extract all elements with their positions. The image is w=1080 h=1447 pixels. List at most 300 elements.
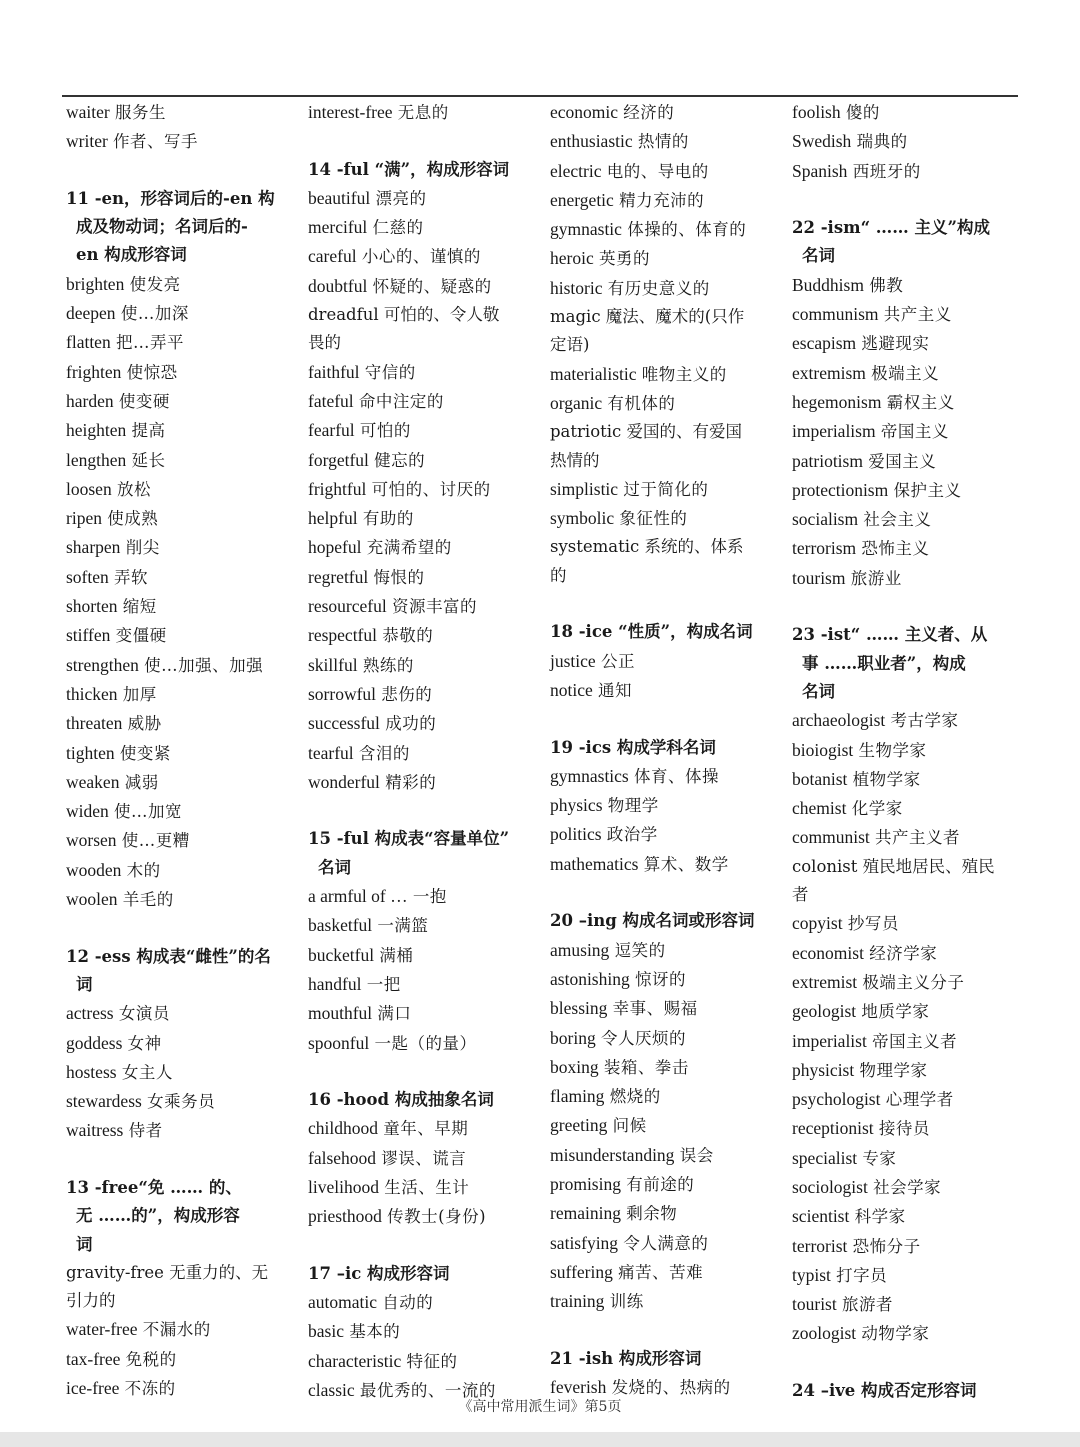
vocab-word: woolen xyxy=(66,889,118,910)
vocab-meaning: 公正 xyxy=(600,651,635,671)
vocab-meaning: 使…加宽 xyxy=(114,802,183,822)
vocab-meaning: 霸权主义 xyxy=(886,392,955,412)
vocab-word: simplistic xyxy=(550,478,619,499)
vocab-word: characteristic xyxy=(308,1350,402,1371)
vocab-word: geologist xyxy=(792,1001,857,1022)
vocab-entry xyxy=(308,970,536,999)
vocab-word: thicken xyxy=(66,683,118,704)
vocab-entry xyxy=(66,299,294,328)
vocab-word: astonishing xyxy=(550,968,630,989)
vocab-word: soften xyxy=(66,566,109,587)
vocab-meaning: 训练 xyxy=(609,1292,644,1312)
vocab-word: psychologist xyxy=(792,1089,881,1110)
vocab-entry xyxy=(792,706,1020,735)
vocab-entry xyxy=(66,709,294,738)
vocab-meaning: 延长 xyxy=(131,450,166,470)
vocab-meaning: 唯物主义的 xyxy=(641,364,727,384)
vocab-entry-line: 畏的 xyxy=(308,333,341,353)
vocab-meaning: 女神 xyxy=(127,1033,162,1053)
section-heading-line: 23 -ist“ …… 主义者、从 xyxy=(792,625,988,645)
vocab-entry xyxy=(550,274,778,303)
vocab-meaning: 削尖 xyxy=(125,538,160,558)
vocab-entry-line: dreadful 可怕的、令人敬 xyxy=(308,305,500,325)
vocab-meaning: 有助的 xyxy=(362,509,414,529)
vocab-meaning: 考古学家 xyxy=(890,711,959,731)
vocab-entry xyxy=(308,1202,536,1231)
vocab-entry xyxy=(550,994,778,1023)
vocab-entry xyxy=(66,1116,294,1145)
vocab-entry xyxy=(308,739,536,768)
vocab-entry xyxy=(66,127,294,156)
vocab-entry xyxy=(550,215,778,244)
section-heading xyxy=(792,214,1020,271)
vocab-meaning: 羊毛的 xyxy=(122,890,174,910)
vocab-meaning: 使成熟 xyxy=(107,509,159,529)
vocab-word: extremism xyxy=(792,362,866,383)
vocab-word: loosen xyxy=(66,478,112,499)
vocab-word: tearful xyxy=(308,742,354,763)
vocab-word: respectful xyxy=(308,625,377,646)
vocab-word: ice-free xyxy=(66,1378,120,1399)
section-heading-line: 名词 xyxy=(802,246,835,266)
section-heading xyxy=(308,1086,536,1114)
vocab-meaning: 使发亮 xyxy=(129,274,181,294)
vocab-word: satisfying xyxy=(550,1232,619,1253)
vocab-word: imperialist xyxy=(792,1030,867,1051)
vocab-meaning: 幸事、赐福 xyxy=(612,999,698,1019)
vocab-entry xyxy=(66,98,294,127)
vocab-entry xyxy=(66,1029,294,1058)
vocab-entry xyxy=(66,387,294,416)
vocab-meaning: 共产主义者 xyxy=(875,828,961,848)
vocab-word: childhood xyxy=(308,1118,378,1139)
vocab-meaning: 逗笑的 xyxy=(614,940,666,960)
vocab-entry xyxy=(550,1141,778,1170)
vocab-word: typist xyxy=(792,1264,831,1285)
vocab-entry xyxy=(308,98,536,127)
vocab-entry xyxy=(550,850,778,879)
vocab-entry xyxy=(66,651,294,680)
vocab-meaning: 英勇的 xyxy=(598,249,650,269)
vocab-entry xyxy=(66,768,294,797)
vocab-entry xyxy=(66,328,294,357)
vocab-entry-line: patriotic 爱国的、有爱国 xyxy=(550,422,743,442)
vocab-word: regretful xyxy=(308,566,369,587)
vocab-word: classic xyxy=(308,1380,355,1401)
vocab-meaning: 打字员 xyxy=(836,1265,888,1285)
vocab-word: remaining xyxy=(550,1203,621,1224)
vocab-entry xyxy=(792,157,1020,186)
vocab-word: boring xyxy=(550,1027,596,1048)
vocab-meaning: 专家 xyxy=(862,1148,897,1168)
vocab-word: materialistic xyxy=(550,363,637,384)
vocab-meaning: 燃烧的 xyxy=(609,1087,661,1107)
vocab-word: spoonful xyxy=(308,1032,370,1053)
section-heading xyxy=(550,907,778,935)
vocab-entry xyxy=(792,476,1020,505)
section-heading-line: 无 ……的”，构成形容 xyxy=(76,1206,240,1226)
vocab-word: symbolic xyxy=(550,508,615,529)
vocab-word: hopeful xyxy=(308,537,362,558)
vocab-meaning: 接待员 xyxy=(878,1119,930,1139)
vocab-entry xyxy=(66,797,294,826)
section-heading-line: 22 -ism“ …… 主义”构成 xyxy=(792,218,991,238)
vocab-entry xyxy=(308,882,536,911)
vocab-word: scientist xyxy=(792,1206,850,1227)
vocab-entry xyxy=(550,475,778,504)
vocab-entry xyxy=(308,1288,536,1317)
vocab-meaning: 化学家 xyxy=(851,799,903,819)
vocab-word: writer xyxy=(66,131,108,152)
vocab-meaning: 小心的、谨慎的 xyxy=(361,247,481,267)
vocab-meaning: 抄写员 xyxy=(847,914,899,934)
vocab-entry xyxy=(66,826,294,855)
vocab-word: worsen xyxy=(66,830,117,851)
section-heading-line: 15 -ful 构成表“容量单位” xyxy=(308,829,510,849)
vocab-meaning: 佛教 xyxy=(869,275,904,295)
vocab-word: politics xyxy=(550,824,602,845)
vocab-meaning: 体育、体操 xyxy=(634,766,719,786)
vocab-meaning: 悲伤的 xyxy=(381,684,433,704)
vocab-word: zoologist xyxy=(792,1323,857,1344)
vocab-meaning: 使…更糟 xyxy=(121,831,190,851)
vocab-word: water-free xyxy=(66,1319,138,1340)
vocab-entry xyxy=(550,360,778,389)
vocab-meaning: 女演员 xyxy=(118,1004,170,1024)
vocab-entry xyxy=(792,271,1020,300)
vocab-meaning: 旅游业 xyxy=(850,568,902,588)
vocab-meaning: 生活、生计 xyxy=(384,1177,470,1197)
vocab-word: sorrowful xyxy=(308,683,377,704)
section-heading-line: 11 -en，形容词后的-en 构 xyxy=(66,188,275,208)
vocab-word: misunderstanding xyxy=(550,1144,675,1165)
vocab-meaning: 女乘务员 xyxy=(147,1092,216,1112)
vocab-word: deepen xyxy=(66,303,116,324)
vocab-meaning: 政治学 xyxy=(606,825,658,845)
vocab-word: lengthen xyxy=(66,449,127,470)
vocab-entry xyxy=(308,416,536,445)
vocab-meaning: 电的、导电的 xyxy=(606,161,709,181)
vocab-entry xyxy=(550,98,778,127)
vocab-word: helpful xyxy=(308,508,358,529)
vocab-word: strengthen xyxy=(66,654,139,675)
vocab-word: Buddhism xyxy=(792,274,864,295)
section-heading-line: 事 ……职业者”，构成 xyxy=(802,653,966,673)
section-heading-line: 成及物动词；名词后的- xyxy=(76,217,248,237)
vocab-meaning: 充满希望的 xyxy=(366,538,452,558)
vocab-entry xyxy=(792,968,1020,997)
vocab-meaning: 社会学家 xyxy=(873,1177,942,1197)
vocab-word: electric xyxy=(550,160,602,181)
vocab-meaning: 变僵硬 xyxy=(115,626,167,646)
vocab-meaning: 守信的 xyxy=(364,362,416,382)
vocab-entry-line: gravity-free 无重力的、无 xyxy=(66,1262,269,1282)
vocab-entry xyxy=(792,1173,1020,1202)
vocab-entry xyxy=(66,1087,294,1116)
vocab-word: terrorism xyxy=(792,538,857,559)
vocab-meaning: 一匙（的量） xyxy=(374,1033,477,1053)
vocab-word: physics xyxy=(550,795,603,816)
vocab-entry xyxy=(308,680,536,709)
vocab-entry-wrapped xyxy=(550,303,778,360)
vocab-meaning: 傻的 xyxy=(845,103,880,122)
vocab-entry xyxy=(66,1058,294,1087)
vocab-meaning: 满桶 xyxy=(379,945,414,965)
vocab-entry-wrapped xyxy=(308,301,536,358)
section-heading-line: 词 xyxy=(76,974,93,994)
vocab-meaning: 体操的、体育的 xyxy=(627,220,747,240)
vocab-word: socialism xyxy=(792,509,859,530)
vocab-entry xyxy=(792,1114,1020,1143)
vocab-meaning: 谬误、谎言 xyxy=(381,1148,467,1168)
vocab-entry-line: 的 xyxy=(550,565,567,585)
vocab-meaning: 心理学者 xyxy=(885,1090,954,1110)
vocab-entry xyxy=(308,533,536,562)
vocab-meaning: 过于简化的 xyxy=(623,479,709,499)
vocab-meaning: 令人满意的 xyxy=(623,1233,709,1253)
vocab-meaning: 有历史意义的 xyxy=(607,278,710,298)
vocab-meaning: 帝国主义者 xyxy=(872,1031,958,1051)
vocab-entry xyxy=(308,242,536,271)
vocab-word: weaken xyxy=(66,771,120,792)
vocab-entry xyxy=(792,534,1020,563)
vocab-word: suffering xyxy=(550,1261,613,1282)
vocab-meaning: 满口 xyxy=(377,1004,412,1024)
vocab-entry xyxy=(792,1232,1020,1261)
vocab-entry xyxy=(66,680,294,709)
vocab-word: falsehood xyxy=(308,1147,377,1168)
top-rule xyxy=(62,95,1018,97)
vocab-entry xyxy=(308,213,536,242)
vocab-entry-line: 定语) xyxy=(550,335,590,355)
section-heading-line: 16 -hood 构成抽象名词 xyxy=(308,1090,494,1110)
vocab-word: goddess xyxy=(66,1032,123,1053)
vocab-word: wooden xyxy=(66,859,122,880)
vocab-word: flatten xyxy=(66,332,111,353)
vocab-meaning: 经济学家 xyxy=(869,943,938,963)
vocab-meaning: 逃避现实 xyxy=(861,334,930,354)
vocab-meaning: 一抱 xyxy=(412,887,447,907)
vocab-word: extremist xyxy=(792,971,858,992)
vocab-word: frightful xyxy=(308,478,367,499)
section-heading-line: 24 –ive 构成否定形容词 xyxy=(792,1381,977,1401)
vocab-entry xyxy=(550,1199,778,1228)
vocab-word: beautiful xyxy=(308,187,371,208)
column-2 xyxy=(308,98,536,1405)
vocab-entry xyxy=(550,762,778,791)
vocab-entry xyxy=(550,127,778,156)
vocab-entry xyxy=(66,885,294,914)
vocab-entry-wrapped xyxy=(550,533,778,590)
vocab-entry-line: systematic 系统的、体系 xyxy=(550,537,744,557)
vocab-entry xyxy=(792,1085,1020,1114)
vocab-entry xyxy=(550,1024,778,1053)
vocab-word: physicist xyxy=(792,1059,855,1080)
vocab-word: stewardess xyxy=(66,1091,142,1112)
vocab-word: gymnastics xyxy=(550,765,629,786)
vocab-word: stiffen xyxy=(66,625,111,646)
vocab-entry xyxy=(66,446,294,475)
vocab-word: archaeologist xyxy=(792,710,886,731)
vocab-entry xyxy=(550,676,778,705)
vocab-word: heighten xyxy=(66,420,127,441)
vocab-entry xyxy=(792,447,1020,476)
section-heading-line: 12 -ess 构成表“雌性”的名 xyxy=(66,946,271,966)
section-heading-line: 名词 xyxy=(802,681,835,701)
vocab-meaning: 悔恨的 xyxy=(373,567,425,587)
vocab-word: actress xyxy=(66,1003,114,1024)
vocab-meaning: 有机体的 xyxy=(607,393,676,413)
vocab-word: energetic xyxy=(550,189,614,210)
vocab-meaning: 把…弄平 xyxy=(115,333,184,353)
vocab-word: mathematics xyxy=(550,853,639,874)
vocab-word: flaming xyxy=(550,1086,605,1107)
vocab-entry xyxy=(792,765,1020,794)
vocab-word: hegemonism xyxy=(792,391,882,412)
vocab-meaning: 动物学家 xyxy=(861,1324,930,1344)
vocab-word: justice xyxy=(550,650,596,671)
vocab-meaning: 一把 xyxy=(366,974,401,994)
vocab-entry xyxy=(308,446,536,475)
section-heading xyxy=(308,156,536,184)
vocab-entry xyxy=(66,504,294,533)
vocab-entry xyxy=(308,475,536,504)
vocab-meaning: 热情的 xyxy=(637,132,689,152)
vocab-entry xyxy=(550,1287,778,1316)
vocab-entry xyxy=(550,157,778,186)
vocab-word: heroic xyxy=(550,248,594,269)
vocab-meaning: 最优秀的、一流的 xyxy=(359,1381,496,1401)
vocab-meaning: 特征的 xyxy=(406,1351,458,1371)
vocab-entry xyxy=(308,1173,536,1202)
vocab-meaning: 科学家 xyxy=(854,1207,906,1227)
vocab-word: merciful xyxy=(308,217,368,238)
vocab-meaning: 社会主义 xyxy=(863,510,932,530)
vocab-meaning: 瑞典的 xyxy=(856,132,908,152)
vocab-meaning: 象征性的 xyxy=(619,509,688,529)
section-heading-line: 21 -ish 构成形容词 xyxy=(550,1348,702,1368)
vocab-meaning: 威胁 xyxy=(127,714,162,734)
vocab-entry xyxy=(792,300,1020,329)
vocab-entry xyxy=(308,768,536,797)
vocab-meaning: 童年、早期 xyxy=(383,1119,469,1139)
vocab-word: copyist xyxy=(792,913,843,934)
vocab-entry xyxy=(550,965,778,994)
section-heading-line: 18 -ice “性质”，构成名词 xyxy=(550,622,753,642)
vocab-entry xyxy=(66,1315,294,1344)
page-footer: 《高中常用派生词》第5页 xyxy=(458,1399,622,1415)
vocab-word: automatic xyxy=(308,1292,378,1313)
vocab-entry xyxy=(308,621,536,650)
vocab-entry xyxy=(550,504,778,533)
vocab-entry xyxy=(792,329,1020,358)
vocab-meaning: 传教士(身份) xyxy=(387,1207,487,1227)
vocab-entry xyxy=(792,1202,1020,1231)
vocab-entry xyxy=(550,1229,778,1258)
vocab-meaning: 一满篮 xyxy=(377,916,429,936)
vocab-meaning: 装箱、拳击 xyxy=(603,1057,689,1077)
vocab-word: wonderful xyxy=(308,771,380,792)
vocab-meaning: 漂亮的 xyxy=(375,188,427,208)
vocab-word: boxing xyxy=(550,1056,599,1077)
vocab-meaning: 通知 xyxy=(598,680,633,700)
vocab-word: priesthood xyxy=(308,1206,382,1227)
vocab-meaning: 可怕的 xyxy=(359,421,411,441)
vocab-word: foolish xyxy=(792,102,841,122)
vocab-entry xyxy=(550,1258,778,1287)
vocab-meaning: 免税的 xyxy=(125,1349,177,1369)
vocab-meaning: 问候 xyxy=(612,1116,647,1136)
vocab-entry xyxy=(308,1347,536,1376)
vocab-word: botanist xyxy=(792,768,848,789)
vocab-entry xyxy=(308,999,536,1028)
vocab-meaning: 基本的 xyxy=(349,1322,401,1342)
vocab-meaning: 剩余物 xyxy=(626,1204,678,1224)
vocab-word: fateful xyxy=(308,390,354,411)
section-heading xyxy=(308,825,536,882)
vocab-entry xyxy=(66,621,294,650)
vocab-meaning: 提高 xyxy=(131,421,166,441)
vocab-word: promising xyxy=(550,1173,621,1194)
vocab-meaning: 成功的 xyxy=(385,714,437,734)
vocab-entry xyxy=(308,184,536,213)
vocab-entry xyxy=(308,592,536,621)
vocab-entry xyxy=(308,651,536,680)
vocab-word: greeting xyxy=(550,1115,608,1136)
vocab-word: ripen xyxy=(66,508,102,529)
vocab-meaning: 弄软 xyxy=(114,567,149,587)
vocab-word: waiter xyxy=(66,102,110,122)
vocab-entry xyxy=(308,1029,536,1058)
vocab-meaning: 物理学家 xyxy=(859,1060,928,1080)
vocab-entry xyxy=(792,939,1020,968)
vocab-word: escapism xyxy=(792,333,857,354)
vocab-meaning: 命中注定的 xyxy=(358,391,444,411)
section-heading-line: 17 –ic 构成形容词 xyxy=(308,1263,450,1283)
vocab-entry xyxy=(792,1290,1020,1319)
vocab-word: patriotism xyxy=(792,450,863,471)
vocab-entry xyxy=(792,1319,1020,1348)
vocab-word: communism xyxy=(792,304,879,325)
vocab-meaning: 令人厌烦的 xyxy=(600,1028,686,1048)
vocab-entry xyxy=(550,1082,778,1111)
section-heading xyxy=(66,943,294,1000)
vocab-word: basic xyxy=(308,1321,344,1342)
vocab-word: enthusiastic xyxy=(550,131,633,152)
vocab-word: Swedish xyxy=(792,131,852,152)
vocab-entry xyxy=(792,1027,1020,1056)
vocab-meaning: 精力充沛的 xyxy=(619,190,705,210)
vocab-entry xyxy=(550,244,778,273)
section-heading-line: 14 -ful “满”，构成形容词 xyxy=(308,159,510,179)
vocab-meaning: 痛苦、苦难 xyxy=(618,1262,704,1282)
vocab-meaning: 经济的 xyxy=(623,103,675,122)
vocab-meaning: 女主人 xyxy=(121,1062,173,1082)
vocab-word: harden xyxy=(66,390,114,411)
vocab-meaning: 放松 xyxy=(116,479,151,499)
vocab-word: mouthful xyxy=(308,1003,373,1024)
vocab-meaning: 物理学 xyxy=(607,796,659,816)
vocab-meaning: 帝国主义 xyxy=(880,422,949,442)
vocab-entry xyxy=(66,533,294,562)
vocab-meaning: 使…加深 xyxy=(120,304,189,324)
vocab-entry xyxy=(66,1345,294,1374)
vocab-word: terrorist xyxy=(792,1235,848,1256)
vocab-entry xyxy=(550,791,778,820)
vocab-entry-wrapped xyxy=(66,1259,294,1316)
vocab-word: basketful xyxy=(308,915,373,936)
column-1 xyxy=(66,98,294,1403)
